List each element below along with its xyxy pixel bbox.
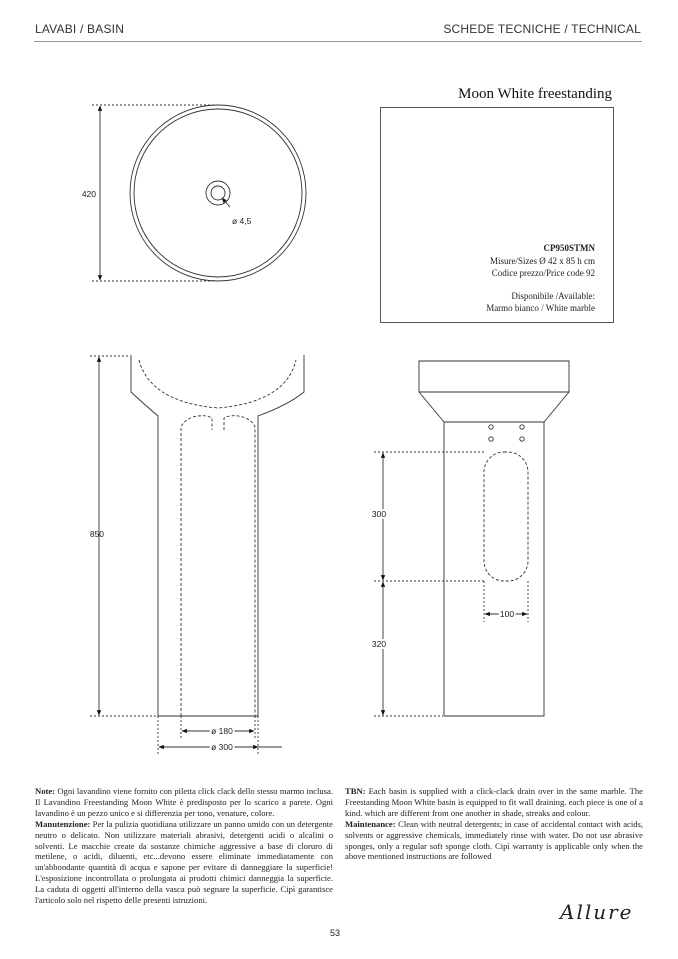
maintenance-text-en: Clean with neutral detergents; in case of accidental contact with acids, solvents or aggressive chemicals, immediately rinse with water. Do not use abrasive sponges, only a regular soft sponge cloth. Cipì warranty is applicable only when the above mentioned instructions are followed [345, 818, 643, 862]
product-code: CP950STMN [543, 243, 595, 253]
note-text: Ogni lavandino viene fornito con piletta click clack dello stesso marmo inclusa. Il Lavandino Freestanding Moon White è predisposto per lo scarico a parete. Ogni lavandino è un pezzo unico e si differenzia per tono, venature, colore. [35, 786, 333, 818]
inner-base-label: ø 180 [211, 726, 233, 736]
fixing-hole [520, 437, 524, 441]
maintenance-text-it: Per la pulizia quotidiana utilizzare un panno umido con un detergente neutro o delicato. Non utilizzare materiali abrasivi, detergenti acidi o alcalini o solventi. Le macchie create da sostanze chimiche aggressive a base di cloruro di metilene, o acidi, diluenti, etc...devono essere eliminate immediatamente con un'abbondante quantità di acqua e sapone per evitare di danneggiare la superficie! L'esposizione incontrollata o prolungata ai prodotti chimici danneggia la superficie. La caduta di oggetti all'interno della vasca può segnare la superficie. Cipì garantisce l'articolo solo nel rispetto delle presenti istruzioni. [35, 818, 333, 906]
height-label: 850 [89, 529, 104, 539]
product-title: Moon White freestanding [458, 86, 612, 102]
section-title: LAVABI / BASIN [35, 22, 125, 36]
basin-outer-rim [130, 105, 306, 281]
product-price-code: Codice prezzo/Price code 92 [491, 268, 595, 278]
drain-leader [222, 198, 230, 207]
front-view-drawing [90, 355, 304, 754]
maintenance-label-en: Maintenance: [345, 818, 396, 829]
product-sizes: Misure/Sizes Ø 42 x 85 h cm [490, 256, 595, 266]
side-outline [419, 361, 569, 716]
outer-base-label: ø 300 [211, 742, 233, 752]
tbn-text: Each basin is supplied with a click-clack drain over in the same marble. The Freestanding Moon White basin is equipped to fit wall draining. each piece is one of a kind. which are different from one another in shade, streaks and colour. [345, 786, 643, 818]
page-number: 53 [330, 928, 341, 938]
english-description [345, 786, 643, 862]
fixing-hole [489, 437, 493, 441]
pedestal-outline [131, 355, 304, 716]
fixing-hole [520, 425, 524, 429]
side-view-drawing [372, 361, 569, 716]
drain-slot-hidden-line [484, 452, 528, 581]
italian-description [35, 786, 333, 906]
drain-outer [206, 181, 230, 205]
tbn-label: TBN: [345, 786, 366, 796]
basin-inner-rim [134, 109, 302, 277]
drain-label: ø 4,5 [232, 216, 252, 226]
availability-label: Disponibile /Available: [511, 291, 595, 301]
diameter-label: 420 [81, 189, 96, 199]
upper-dimension-label: 300 [371, 509, 387, 519]
availability-value: Marmo bianco / White marble [486, 303, 595, 313]
top-view-drawing [82, 105, 306, 281]
section-category: SCHEDE TECNICHE / TECHNICAL [443, 22, 641, 36]
note-label: Note: [35, 786, 56, 796]
bowl-hidden-line [139, 360, 296, 408]
drain-channel-hidden-line [181, 416, 255, 716]
lower-dimension-label: 320 [371, 639, 387, 649]
fixing-hole [489, 425, 493, 429]
slot-width-label: 100 [499, 609, 515, 619]
maintenance-label-it: Manutenzione: [35, 818, 91, 829]
brand-logo: Allure [560, 900, 634, 924]
drain-inner [211, 186, 225, 200]
